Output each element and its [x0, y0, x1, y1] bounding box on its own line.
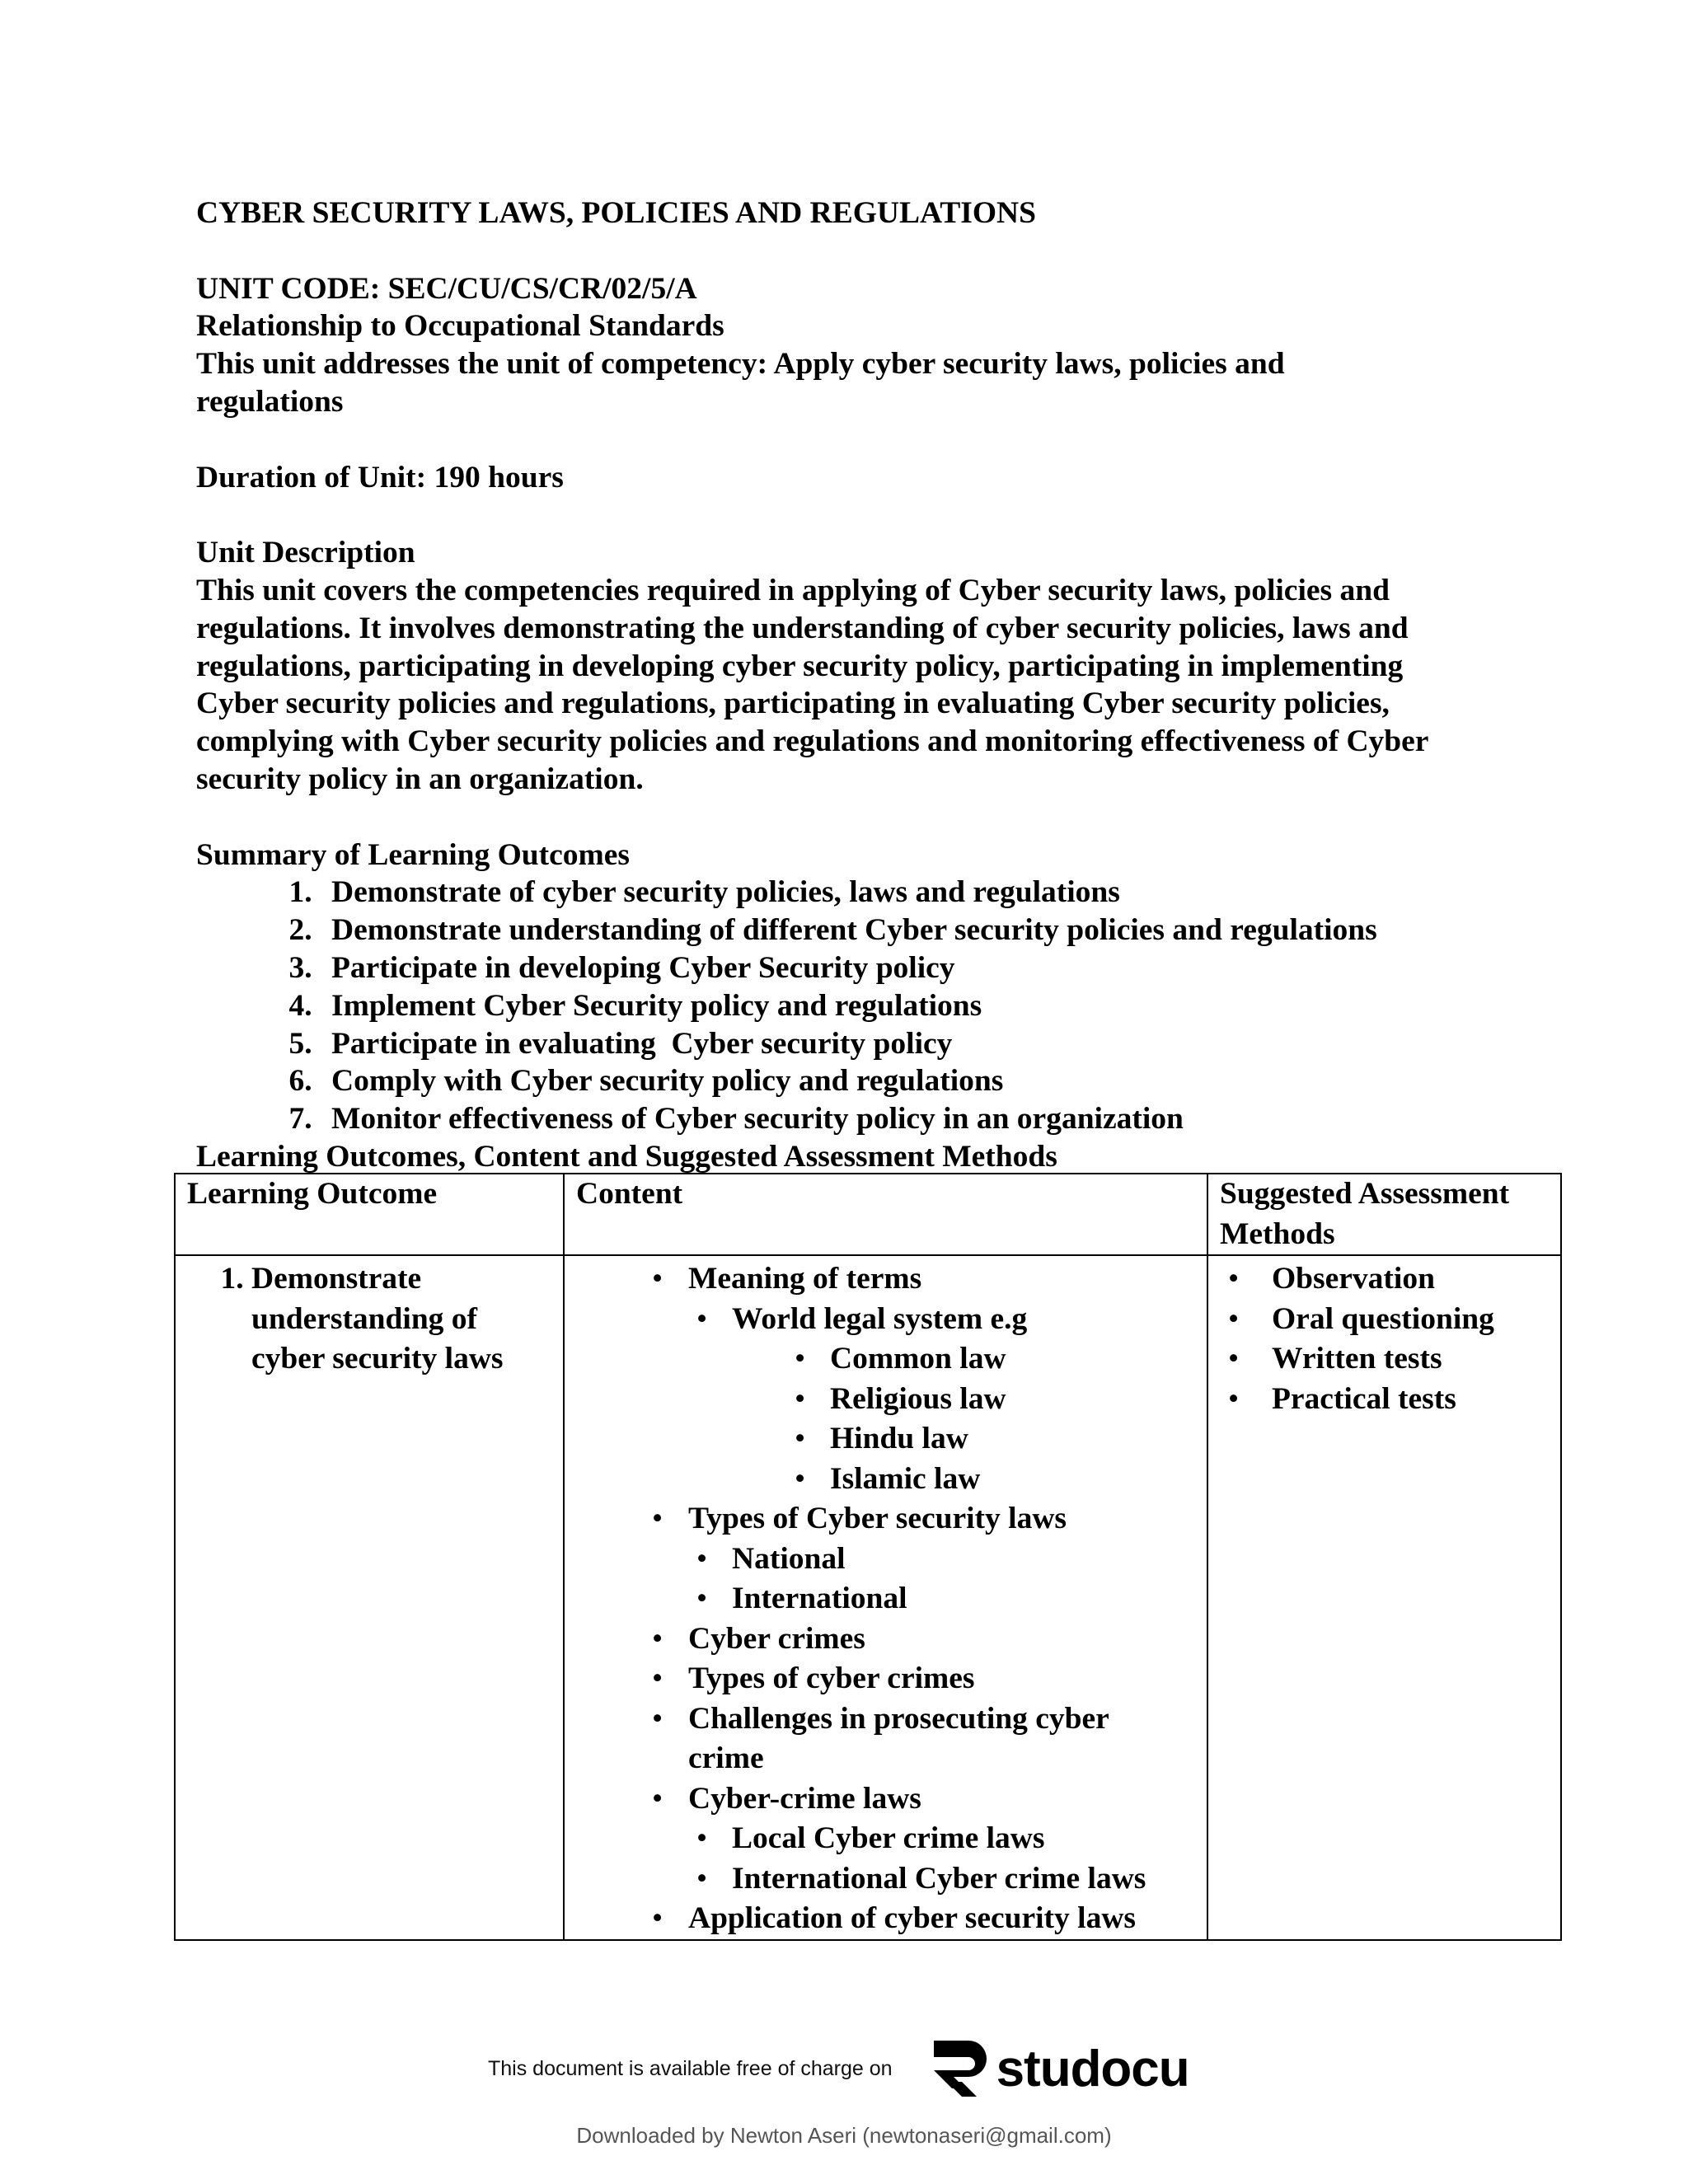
downloaded-by: Downloaded by Newton Aseri (newtonaseri@gmail.com): [576, 2123, 1112, 2148]
available-text: This document is available free of charge on: [488, 2056, 893, 2080]
table-row: [175, 1255, 1561, 1940]
outcome-cell: [175, 1255, 564, 1940]
studocu-logo-icon: [927, 2036, 992, 2102]
content-meaning: Meaning of terms: [688, 1262, 922, 1296]
outcome-item: 5. Participate in evaluating Cyber security policy: [320, 1025, 1556, 1063]
unit-duration: Duration of Unit: 190 hours: [196, 460, 564, 494]
header-assessment-methods: Suggested Assessment Methods: [1207, 1174, 1561, 1255]
list-item: • Local Cyber crime laws: [688, 1819, 1195, 1859]
outcome-item: 6. Comply with Cyber security policy and regulations: [320, 1062, 1556, 1100]
list-item: • Application of cyber security laws: [576, 1899, 1195, 1939]
list-item: • International: [688, 1579, 1195, 1619]
studocu-banner[interactable]: [488, 2036, 1189, 2102]
header-learning-outcome: Learning Outcome: [175, 1174, 564, 1255]
sub-sub-list: [732, 1339, 1195, 1499]
list-item: • Oral questioning: [1220, 1300, 1549, 1340]
studocu-logo[interactable]: [927, 2036, 1189, 2102]
list-item: [576, 1499, 1195, 1619]
relationship-heading: Relationship to Occupational Standards: [196, 309, 724, 344]
list-item: • International Cyber crime laws: [688, 1859, 1195, 1900]
sub-list: [688, 1540, 1195, 1619]
sub-list: [688, 1819, 1195, 1899]
outcome-item: 3. Participate in developing Cyber Security policy: [320, 949, 1556, 987]
list-item: • Common law: [732, 1339, 1195, 1380]
list-item: • Cyber crimes: [576, 1619, 1195, 1660]
relationship-text: This unit addresses the unit of competency: Apply cyber security laws, policies and regulations: [196, 347, 1285, 419]
list-item: [576, 1779, 1195, 1900]
sub-list: [688, 1300, 1195, 1500]
outcome-item: 2. Demonstrate understanding of different Cyber security policies and regulations: [320, 912, 1556, 949]
content-crime-laws: Cyber-crime laws: [688, 1781, 921, 1816]
list-item: • Observation: [1220, 1259, 1549, 1300]
summary-heading: Summary of Learning Outcomes: [196, 837, 631, 872]
list-item: • Types of cyber crimes: [576, 1659, 1195, 1699]
outcome-item: 1. Demonstrate of cyber security policies, laws and regulations: [320, 874, 1556, 912]
methods-cell: [1207, 1255, 1561, 1940]
content-types-laws: Types of Cyber security laws: [688, 1502, 1067, 1535]
header-content: Content: [564, 1174, 1207, 1255]
outcomes-list: [196, 874, 1556, 1138]
methods-list: [1220, 1259, 1549, 1419]
learning-outcomes-table: [174, 1173, 1562, 1941]
table-header-row: [175, 1174, 1561, 1255]
list-item: [576, 1259, 1195, 1499]
list-item: • Written tests: [1220, 1339, 1549, 1380]
page-title: CYBER SECURITY LAWS, POLICIES AND REGULATIONS: [196, 196, 1036, 230]
list-item: • Religious law: [732, 1380, 1195, 1420]
content-world-legal: World legal system e.g: [732, 1301, 1028, 1336]
content-cell: [564, 1255, 1207, 1940]
list-item: • National: [688, 1540, 1195, 1580]
outcome-item: 7. Monitor effectiveness of Cyber security policy in an organization: [320, 1100, 1556, 1138]
list-item: • Challenges in prosecuting cyber crime: [576, 1699, 1195, 1779]
table-heading: Learning Outcomes, Content and Suggested Assessment Methods: [196, 1139, 1057, 1174]
list-item: [688, 1300, 1195, 1500]
outcome-number-list: [187, 1259, 551, 1380]
unit-code: UNIT CODE: SEC/CU/CS/CR/02/5/A: [196, 271, 697, 306]
list-item: • Hindu law: [732, 1419, 1195, 1460]
outcome-cell-text: 1. Demonstrate understanding of cyber security laws: [251, 1259, 551, 1380]
document-body: [196, 194, 1556, 1176]
list-item: • Islamic law: [732, 1460, 1195, 1500]
content-list: [576, 1259, 1195, 1939]
outcome-item: 4. Implement Cyber Security policy and regulations: [320, 987, 1556, 1025]
studocu-wordmark: studocu: [996, 2040, 1189, 2097]
list-item: • Practical tests: [1220, 1380, 1549, 1420]
description-text: This unit covers the competencies required in applying of Cyber security laws, policies and regulations. It involves demonstrating the understanding of cyber security policies, laws and regulations, participating in developing cyber security policy, participating in implementing Cyber security policies and regulations, participating in evaluating Cyber security policies, complying with Cyber security policies and regulations and monitoring effectiveness of Cyber security policy in an organization.: [196, 573, 1428, 796]
description-heading: Unit Description: [196, 536, 415, 570]
